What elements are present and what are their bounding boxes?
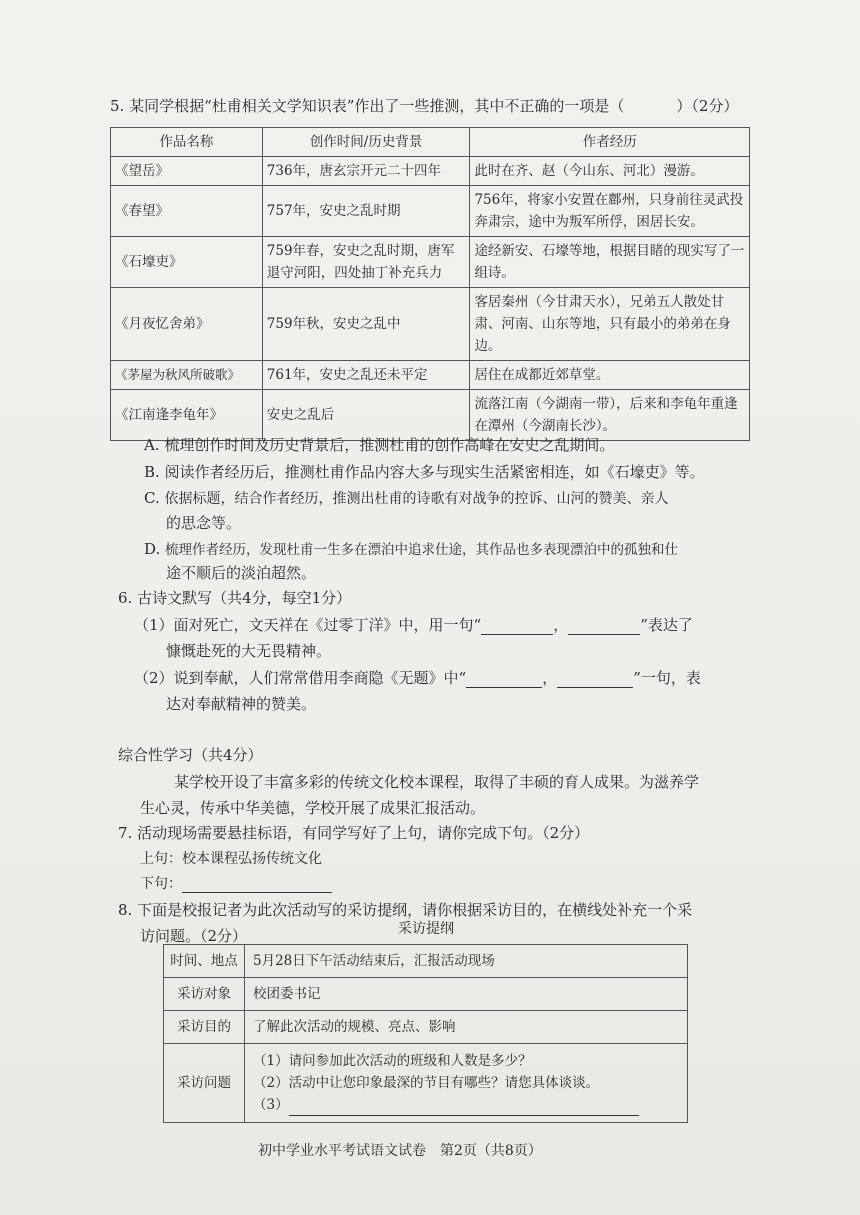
q5-stem (110, 95, 738, 116)
table-header-row (111, 128, 750, 157)
q7-upper-line: 上句：校本课程弘扬传统文化 (140, 851, 322, 867)
work-time: 761年，安史之乱还未平定 (262, 361, 470, 390)
option-label: C. (144, 489, 160, 507)
table-row (111, 288, 750, 361)
work-title: 《茅屋为秋风所破歌》 (111, 361, 263, 390)
author-experience: 756年，将家小安置在鄜州，只身前往灵武投奔肃宗，途中为叛军所俘，困居长安。 (470, 186, 750, 237)
table-row (111, 186, 750, 237)
work-title: 《江南逢李龟年》 (111, 390, 263, 441)
option-label: D. (144, 540, 161, 558)
table-header: 作者经历 (470, 128, 750, 157)
q7-lower-line (140, 873, 332, 893)
work-time: 安史之乱后 (262, 390, 470, 441)
table-row (111, 361, 750, 390)
answer-blank[interactable] (182, 876, 332, 893)
row-head: 采访对象 (164, 978, 245, 1011)
interview-question: （2）活动中让您印象最深的节目有哪些？请您具体谈谈。 (253, 1075, 600, 1091)
q6-part2-cont: 达对奉献精神的赞美。 (166, 695, 317, 713)
row-head: 采访目的 (164, 1011, 245, 1044)
option-text: 梳理创作时间及历史背景后，推测杜甫的创作高峰在安史之乱期间。 (164, 436, 615, 454)
q6-stem: 6. 古诗文默写（共4分，每空1分） (118, 589, 352, 607)
q5-stem-end: ）（2分） (676, 97, 739, 115)
option-d (144, 538, 678, 558)
author-experience: 客居秦州（今甘肃天水），兄弟五人散处甘肃、河南、山东等地，只有最小的弟弟在身边。 (470, 288, 750, 361)
author-experience: 居住在成都近郊草堂。 (470, 361, 750, 390)
q7-lower-label: 下句： (140, 876, 182, 892)
interview-question: （1）请问参加此次活动的班级和人数是多少？ (253, 1053, 532, 1069)
option-a (144, 434, 614, 455)
row-body: 5月28日下午活动结束后，汇报活动现场 (245, 945, 688, 978)
q6-part1-text: （1）面对死亡，文天祥在《过零丁洋》中，用一句“ (134, 616, 482, 634)
du-fu-knowledge-table (110, 127, 750, 441)
q6-part2-end: ”一句，表 (633, 669, 701, 687)
table-row (164, 978, 688, 1011)
section-intro: 某学校开设了丰富多彩的传统文化校本课程，取得了丰硕的育人成果。为滋养学 (174, 773, 700, 791)
option-text: 阅读作者经历后，推测杜甫作品内容大多与现实生活紧密相连，如《石壕吏》等。 (164, 463, 705, 481)
option-b (144, 461, 705, 482)
row-body: 校团委书记 (245, 978, 688, 1011)
option-d-cont (166, 562, 316, 583)
table-header: 作品名称 (111, 128, 263, 157)
q8-stem: 8. 下面是校报记者为此次活动写的采访提纲，请你根据采访目的，在横线处补充一个采 (118, 901, 693, 919)
work-time: 759年春，安史之乱时期，唐军退守河阳，四处抽丁补充兵力 (262, 237, 470, 288)
author-experience: 流落江南（今湖南一带），后来和李龟年重逢在潭州（今湖南长沙）。 (470, 390, 750, 441)
outline-title: 采访提纲 (398, 921, 454, 937)
q8-stem-cont: 访问题。（2分） (140, 927, 248, 945)
q6-part1-end: ”表达了 (640, 616, 693, 634)
answer-blank[interactable] (557, 671, 633, 688)
work-time: 757年，安史之乱时期 (262, 186, 470, 237)
row-head: 时间、地点 (164, 945, 245, 978)
option-text: 途不顺后的淡泊超然。 (166, 564, 317, 582)
answer-blank[interactable] (466, 671, 542, 688)
work-time: 736年，唐玄宗开元二十四年 (262, 157, 470, 186)
table-row (164, 1011, 688, 1044)
table-row (111, 237, 750, 288)
table-row (111, 157, 750, 186)
table-header: 创作时间/历史背景 (262, 128, 470, 157)
author-experience: 此时在齐、赵（今山东、河北）漫游。 (470, 157, 750, 186)
option-text: 梳理作者经历，发现杜甫一生多在漂泊中追求仕途，其作品也多表现漂泊中的孤独和仕 (165, 542, 679, 558)
question-number: （3） (253, 1097, 289, 1113)
work-title: 《春望》 (111, 186, 263, 237)
page-footer: 初中学业水平考试语文试卷 第2页（共8页） (258, 1143, 542, 1159)
option-label: B. (144, 463, 160, 481)
work-title: 《月夜忆舍弟》 (111, 288, 263, 361)
q5-stem-text: 5. 某同学根据“杜甫相关文学知识表”作出了一些推测，其中不正确的一项是（ (110, 97, 625, 115)
answer-blank[interactable] (481, 618, 553, 635)
q6-part1-cont: 慷慨赴死的大无畏精神。 (166, 642, 332, 660)
option-c-cont (166, 512, 241, 533)
section-title: 综合性学习（共4分） (118, 746, 263, 764)
option-text: 的思念等。 (166, 514, 242, 532)
q6-part2 (134, 667, 701, 688)
comma: ， (542, 669, 558, 687)
option-label: A. (144, 436, 160, 454)
table-row (164, 1044, 688, 1123)
comma: ， (553, 616, 569, 634)
table-row (111, 390, 750, 441)
table-row (164, 945, 688, 978)
answer-blank[interactable] (289, 1099, 639, 1116)
interview-outline-table (163, 944, 688, 1123)
row-body: 了解此次活动的规模、亮点、影响 (245, 1011, 688, 1044)
option-text: 依据标题，结合作者经历，推测出杜甫的诗歌有对战争的控诉、山河的赞美、亲人 (164, 491, 669, 507)
answer-blank[interactable] (568, 618, 640, 635)
author-experience: 途经新安、石壕等地，根据目睹的现实写了一组诗。 (470, 237, 750, 288)
q7-stem: 7. 活动现场需要悬挂标语，有同学写好了上句，请你完成下句。（2分） (118, 824, 590, 842)
work-title: 《望岳》 (111, 157, 263, 186)
row-body (245, 1044, 688, 1123)
section-intro-cont: 生心灵，传承中华美德，学校开展了成果汇报活动。 (140, 799, 486, 817)
q6-part2-text: （2）说到奉献，人们常常借用李商隐《无题》中“ (134, 669, 467, 687)
interview-question-blank (253, 1094, 679, 1116)
row-head: 采访问题 (164, 1044, 245, 1123)
work-time: 759年秋，安史之乱中 (262, 288, 470, 361)
q6-part1 (134, 614, 693, 635)
option-c (144, 488, 669, 508)
work-title: 《石壕吏》 (111, 237, 263, 288)
